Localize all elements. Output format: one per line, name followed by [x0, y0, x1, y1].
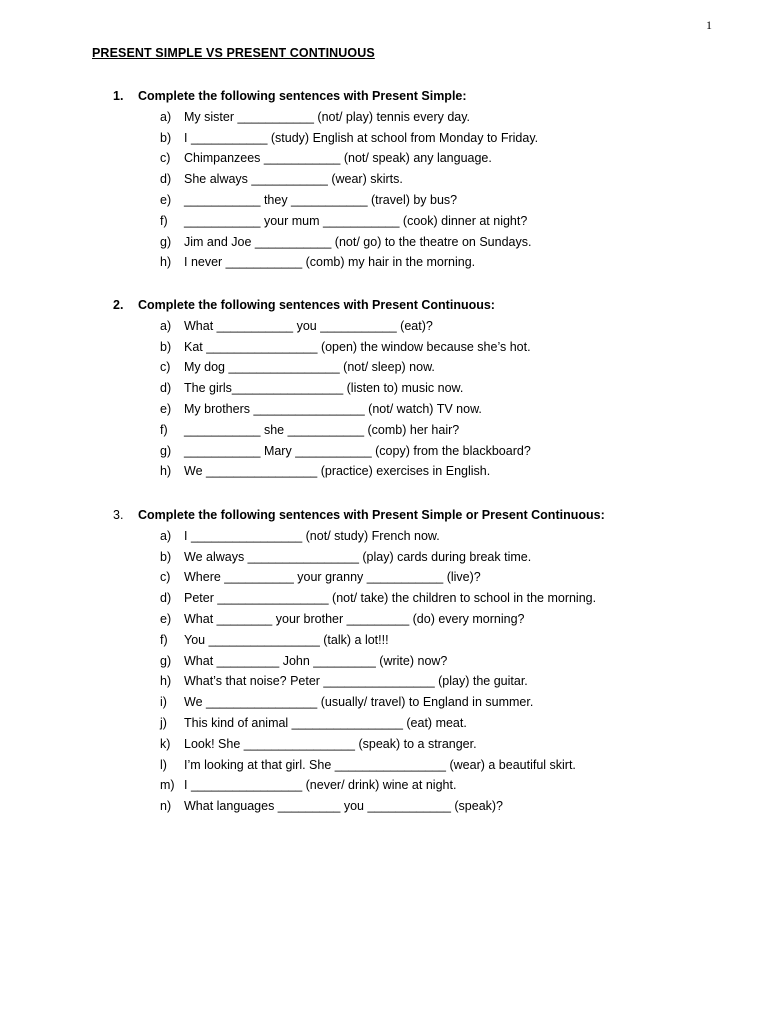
section-instruction: Complete the following sentences with Present Simple or Present Continuous:: [138, 508, 605, 522]
item-sentence: What languages _________ you ____________ (speak)?: [184, 799, 504, 814]
item-sentence: Peter ________________ (not/ take) the children to school in the morning.: [184, 591, 597, 606]
item-letter: c): [160, 360, 171, 375]
section-instruction: Complete the following sentences with Present Continuous:: [138, 298, 495, 312]
item-sentence: My brothers ________________ (not/ watch) TV now.: [184, 402, 482, 416]
item-letter: l): [160, 757, 167, 772]
item-sentence: I’m looking at that girl. She ________________ (wear) a beautiful skirt.: [184, 757, 576, 772]
item-sentence: Look! She ________________ (speak) to a stranger.: [184, 736, 477, 751]
item-sentence: I never ___________ (comb) my hair in the morning.: [184, 255, 476, 270]
item-sentence: ___________ Mary ___________ (copy) from the blackboard?: [184, 443, 531, 458]
item-letter: c): [160, 151, 171, 166]
item-sentence: What ___________ you ___________ (eat)?: [184, 318, 433, 333]
item-letter: f): [160, 632, 168, 647]
item-letter: a): [160, 109, 172, 124]
item-letter: b): [160, 130, 172, 145]
item-letter: h): [160, 255, 172, 270]
item-letter: m): [160, 778, 175, 793]
item-sentence: My dog ________________ (not/ sleep) now.: [184, 360, 435, 375]
item-sentence: Chimpanzees ___________ (not/ speak) any language.: [184, 151, 492, 166]
item-letter: a): [160, 528, 172, 543]
item-sentence: Kat ________________ (open) the window because she’s hot.: [184, 339, 531, 354]
item-letter: e): [160, 402, 172, 416]
item-letter: g): [160, 653, 172, 668]
item-letter: f): [160, 422, 168, 437]
item-sentence: The girls________________ (listen to) music now.: [184, 381, 464, 396]
item-letter: a): [160, 318, 172, 333]
section-number: 1.: [113, 89, 124, 103]
page-number: 1: [706, 18, 712, 32]
item-letter: h): [160, 674, 172, 689]
item-sentence: I ___________ (study) English at school from Monday to Friday.: [184, 130, 539, 145]
item-letter: h): [160, 464, 172, 479]
item-letter: d): [160, 172, 172, 187]
item-letter: j): [160, 716, 167, 730]
item-sentence: Where __________ your granny ___________ (live)?: [184, 570, 481, 585]
item-letter: c): [160, 570, 171, 585]
item-letter: g): [160, 443, 172, 458]
item-sentence: ___________ she ___________ (comb) her hair?: [184, 422, 460, 437]
item-sentence: I ________________ (not/ study) French now.: [184, 528, 440, 543]
item-sentence: Jim and Joe ___________ (not/ go) to the theatre on Sundays.: [184, 234, 532, 249]
item-sentence: ___________ your mum ___________ (cook) dinner at night?: [184, 213, 528, 228]
item-letter: b): [160, 339, 172, 354]
item-letter: e): [160, 612, 172, 626]
item-sentence: What’s that noise? Peter ________________ (play) the guitar.: [184, 674, 528, 689]
item-sentence: We ________________ (practice) exercises in English.: [184, 464, 491, 479]
item-letter: b): [160, 549, 172, 564]
section-number: 3.: [113, 508, 124, 522]
item-letter: e): [160, 193, 172, 207]
item-letter: f): [160, 213, 168, 228]
item-sentence: We always ________________ (play) cards during break time.: [184, 549, 532, 564]
item-letter: g): [160, 234, 172, 249]
item-sentence: What ________ your brother _________ (do) every morning?: [184, 612, 525, 626]
item-letter: k): [160, 736, 171, 751]
item-sentence: She always ___________ (wear) skirts.: [184, 172, 403, 187]
item-letter: d): [160, 381, 172, 396]
section-number: 2.: [113, 298, 124, 312]
item-sentence: This kind of animal ________________ (eat) meat.: [184, 716, 467, 730]
item-sentence: You ________________ (talk) a lot!!!: [184, 632, 389, 647]
section-instruction: Complete the following sentences with Present Simple:: [138, 89, 467, 103]
item-sentence: What _________ John _________ (write) now?: [184, 653, 448, 668]
item-sentence: My sister ___________ (not/ play) tennis every day.: [184, 109, 471, 124]
item-letter: n): [160, 799, 172, 814]
item-sentence: I ________________ (never/ drink) wine at night.: [184, 778, 457, 793]
item-sentence: We ________________ (usually/ travel) to England in summer.: [184, 695, 534, 710]
item-sentence: ___________ they ___________ (travel) by bus?: [184, 193, 458, 207]
item-letter: d): [160, 591, 172, 606]
item-letter: i): [160, 695, 167, 710]
page-title: PRESENT SIMPLE VS PRESENT CONTINUOUS: [92, 46, 375, 60]
